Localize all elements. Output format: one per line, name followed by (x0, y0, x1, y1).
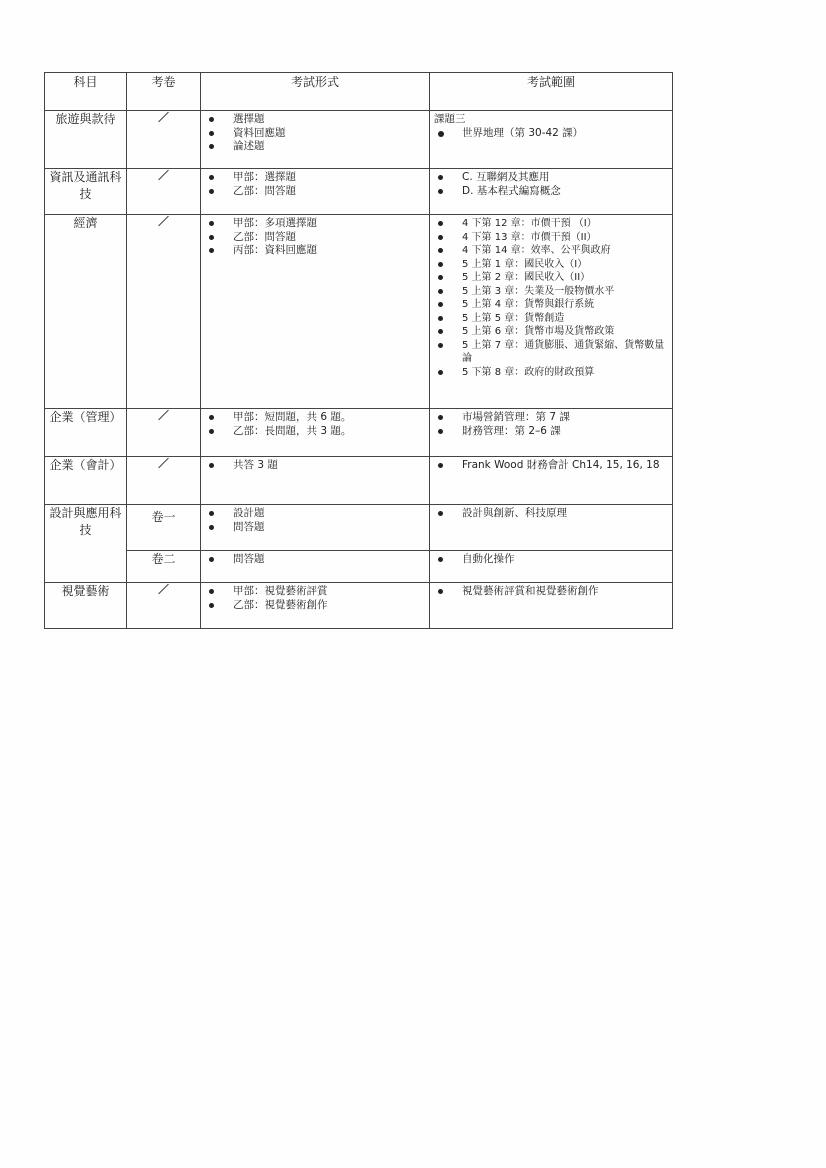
slash-mark (159, 111, 169, 123)
bullet-icon (209, 511, 214, 516)
list-item: 自動化操作 (434, 553, 668, 567)
subject-cell: 視覺藝術 (45, 583, 127, 629)
bullet-icon (438, 235, 443, 240)
bullet-icon (209, 189, 214, 194)
list-item: 5 上第 1 章：國民收入（I） (434, 258, 668, 272)
scope-cell (430, 551, 673, 583)
exam-schedule-table (44, 72, 673, 629)
format-cell (201, 111, 430, 169)
bullet-icon (438, 275, 443, 280)
bullet-icon (209, 248, 214, 253)
table-row (45, 583, 673, 629)
list-item: 問答題 (205, 553, 425, 567)
list-item: 5 上第 7 章：通貨膨脹、通貨緊縮、貨幣數量論 (434, 339, 668, 366)
subject-cell: 設計與應用科技 (45, 505, 127, 583)
bullet-icon (209, 415, 214, 420)
list-item: D. 基本程式編寫概念 (434, 185, 668, 199)
list-item: 5 上第 4 章：貨幣與銀行系統 (434, 298, 668, 312)
list-item: 5 上第 3 章：失業及一般物價水平 (434, 285, 668, 299)
paper-cell (127, 409, 201, 457)
scope-cell (430, 169, 673, 215)
bullet-icon (438, 329, 443, 334)
slash-mark (159, 457, 169, 469)
header-format: 考試形式 (201, 73, 430, 111)
bullet-icon (438, 131, 444, 137)
list-item: 世界地理（第 30-42 課） (434, 127, 668, 141)
bullet-icon (438, 262, 443, 267)
list-item: 5 下第 8 章：政府的財政預算 (434, 366, 668, 380)
scope-cell (430, 457, 673, 505)
bullet-icon (209, 463, 214, 468)
bullet-icon (438, 343, 443, 348)
bullet-icon (438, 463, 443, 468)
list-item: 選擇題 (205, 113, 425, 127)
scope-cell (430, 505, 673, 551)
bullet-icon (438, 302, 443, 307)
bullet-icon (209, 429, 214, 434)
list-item: 甲部：選擇題 (205, 171, 425, 185)
bullet-icon (209, 589, 214, 594)
list-item: 丙部：資料回應題 (205, 244, 425, 258)
format-cell (201, 409, 430, 457)
list-item: 乙部：問答題 (205, 185, 425, 199)
bullet-icon (209, 221, 214, 226)
list-item: 乙部：視覺藝術創作 (205, 599, 425, 613)
bullet-icon (438, 189, 443, 194)
scope-cell (430, 409, 673, 457)
list-item: 乙部：問答題 (205, 231, 425, 245)
list-item: 4 下第 12 章：市價干預 （I） (434, 217, 668, 231)
scope-cell (430, 111, 673, 169)
bullet-icon (209, 131, 214, 136)
format-cell (201, 583, 430, 629)
format-cell (201, 169, 430, 215)
bullet-icon (209, 117, 214, 122)
list-item: 5 上第 5 章：貨幣創造 (434, 312, 668, 326)
list-item: C. 互聯網及其應用 (434, 171, 668, 185)
table-header-row (45, 73, 673, 111)
bullet-icon (209, 557, 214, 562)
table-row (45, 215, 673, 409)
paper-cell (127, 111, 201, 169)
scope-cell (430, 215, 673, 409)
paper-cell: 卷二 (127, 551, 201, 583)
scope-cell (430, 583, 673, 629)
subject-cell: 旅遊與款待 (45, 111, 127, 169)
bullet-icon (438, 511, 443, 516)
slash-mark (159, 583, 169, 595)
bullet-icon (438, 289, 443, 294)
subject-cell: 經濟 (45, 215, 127, 409)
table-row (45, 169, 673, 215)
bullet-icon (438, 415, 443, 420)
list-item: 財務管理：第 2–6 課 (434, 425, 668, 439)
format-cell (201, 457, 430, 505)
slash-mark (159, 215, 169, 227)
list-item: 甲部：短問題，共 6 題。 (205, 411, 425, 425)
table-row (45, 551, 673, 583)
table-row (45, 111, 673, 169)
list-item: 甲部：視覺藝術評賞 (205, 585, 425, 599)
list-item: 視覺藝術評賞和視覺藝術創作 (434, 585, 668, 599)
bullet-icon (209, 603, 214, 608)
header-paper: 考卷 (127, 73, 201, 111)
bullet-icon (438, 221, 443, 226)
list-item: 市場營銷管理：第 7 課 (434, 411, 668, 425)
bullet-icon (209, 144, 214, 149)
bullet-icon (209, 175, 214, 180)
scope-intro: 課題三 (434, 113, 466, 125)
list-item: 4 下第 14 章：效率、公平與政府 (434, 244, 668, 258)
format-cell (201, 505, 430, 551)
bullet-icon (438, 429, 443, 434)
bullet-icon (209, 235, 214, 240)
slash-mark (159, 169, 169, 181)
header-subject: 科目 (45, 73, 127, 111)
bullet-icon (438, 589, 443, 594)
list-item: 甲部：多項選擇題 (205, 217, 425, 231)
bullet-icon (438, 316, 443, 321)
list-item: 設計與創新、科技原理 (434, 507, 668, 521)
table-row (45, 409, 673, 457)
paper-cell: 卷一 (127, 505, 201, 551)
format-cell (201, 551, 430, 583)
bullet-icon (209, 525, 214, 530)
list-item: 共答 3 題 (205, 459, 425, 473)
list-item: 5 上第 2 章：國民收入（II） (434, 271, 668, 285)
paper-cell (127, 215, 201, 409)
bullet-icon (438, 557, 443, 562)
paper-cell (127, 457, 201, 505)
format-cell (201, 215, 430, 409)
paper-cell (127, 583, 201, 629)
subject-cell: 企業（管理） (45, 409, 127, 457)
bullet-icon (438, 175, 443, 180)
subject-cell: 資訊及通訊科技 (45, 169, 127, 215)
subject-cell: 企業（會計） (45, 457, 127, 505)
list-item: 乙部：長問題，共 3 題。 (205, 425, 425, 439)
list-item: 4 下第 13 章：市價干預（II） (434, 231, 668, 245)
table-row (45, 457, 673, 505)
paper-cell (127, 169, 201, 215)
list-item: 論述題 (205, 140, 425, 154)
list-item: Frank Wood 財務會計 Ch14, 15, 16, 18 (434, 459, 668, 473)
bullet-icon (438, 370, 443, 375)
list-item: 問答題 (205, 521, 425, 535)
header-scope: 考試範圍 (430, 73, 673, 111)
list-item: 設計題 (205, 507, 425, 521)
list-item: 5 上第 6 章：貨幣市場及貨幣政策 (434, 325, 668, 339)
slash-mark (159, 409, 169, 421)
list-item: 資料回應題 (205, 127, 425, 141)
bullet-icon (438, 248, 443, 253)
table-row (45, 505, 673, 551)
